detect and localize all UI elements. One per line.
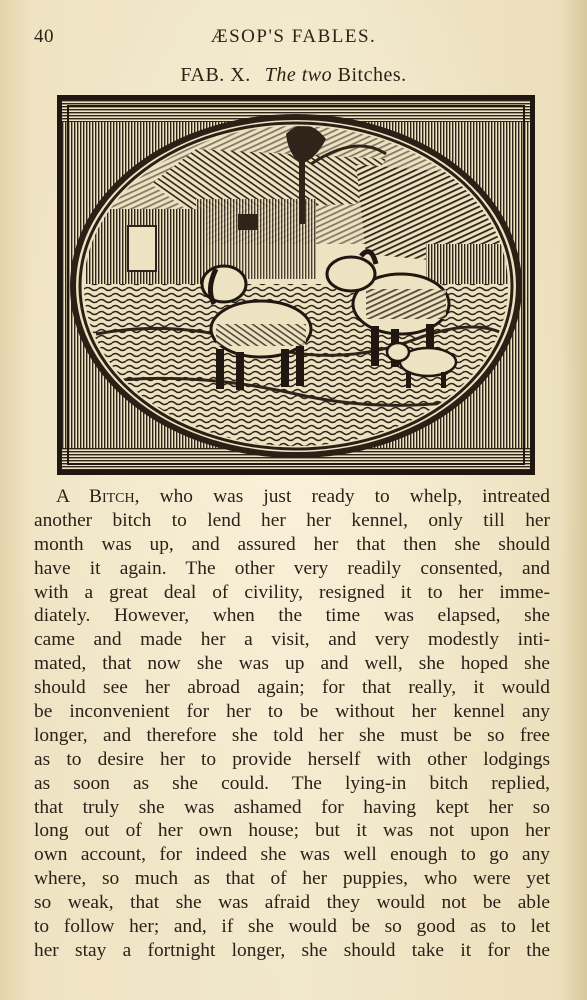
fable-title: [0, 64, 587, 87]
text-line: came and made her a visit, and very modestly inti-: [34, 629, 550, 651]
fable-title-italic: The two: [264, 64, 333, 86]
text-line: own account, for indeed she was well enough to go any: [34, 844, 550, 866]
text-line: that truly she was ashamed for having kept her so: [34, 796, 550, 818]
text-line: diately. However, when the time was elapsed, she: [34, 605, 550, 627]
woodcut-illustration: [56, 94, 536, 476]
text-line: with a great deal of civility, resigned it to her imme-: [34, 581, 550, 603]
running-head: ÆSOP'S FABLES.: [210, 26, 377, 47]
page-header: [30, 26, 557, 54]
text-line: should see her abroad again; for that really, it would: [34, 677, 550, 699]
text-line: have it again. The other very readily consented, and: [34, 557, 550, 579]
text-line: her stay a fortnight longer, she should take it for the: [34, 939, 550, 961]
page-number: 40: [34, 26, 54, 47]
fable-title-roman: Bitches.: [337, 64, 407, 86]
text-line: month was up, and assured her that then she should: [34, 533, 550, 555]
text-line: as soon as she could. The lying-in bitch replied,: [34, 772, 550, 794]
text-line: mated, that now she was up and well, she hoped she: [34, 653, 550, 675]
text-line: longer, and therefore she told her she must be so free: [34, 724, 550, 746]
text-line: another bitch to lend her her kennel, only till her: [34, 509, 550, 531]
text-line: as to desire her to provide herself with other lodgings: [34, 748, 550, 770]
text-line: A Bitch, who was just ready to whelp, intreated: [56, 486, 550, 507]
text-line: to follow her; and, if she would be so good as to let: [34, 916, 550, 938]
text-line: so weak, that she was afraid they would not be able: [34, 892, 550, 914]
first-word: A Bitch,: [56, 486, 140, 507]
text-line: where, so much as that of her puppies, who were yet: [34, 868, 550, 890]
text-line: be inconvenient for her to be without her kennel any: [34, 701, 550, 723]
text-line: long out of her own house; but it was not upon her: [34, 820, 550, 842]
fable-body-text: [34, 485, 550, 963]
fable-number: FAB. X.: [180, 64, 251, 86]
